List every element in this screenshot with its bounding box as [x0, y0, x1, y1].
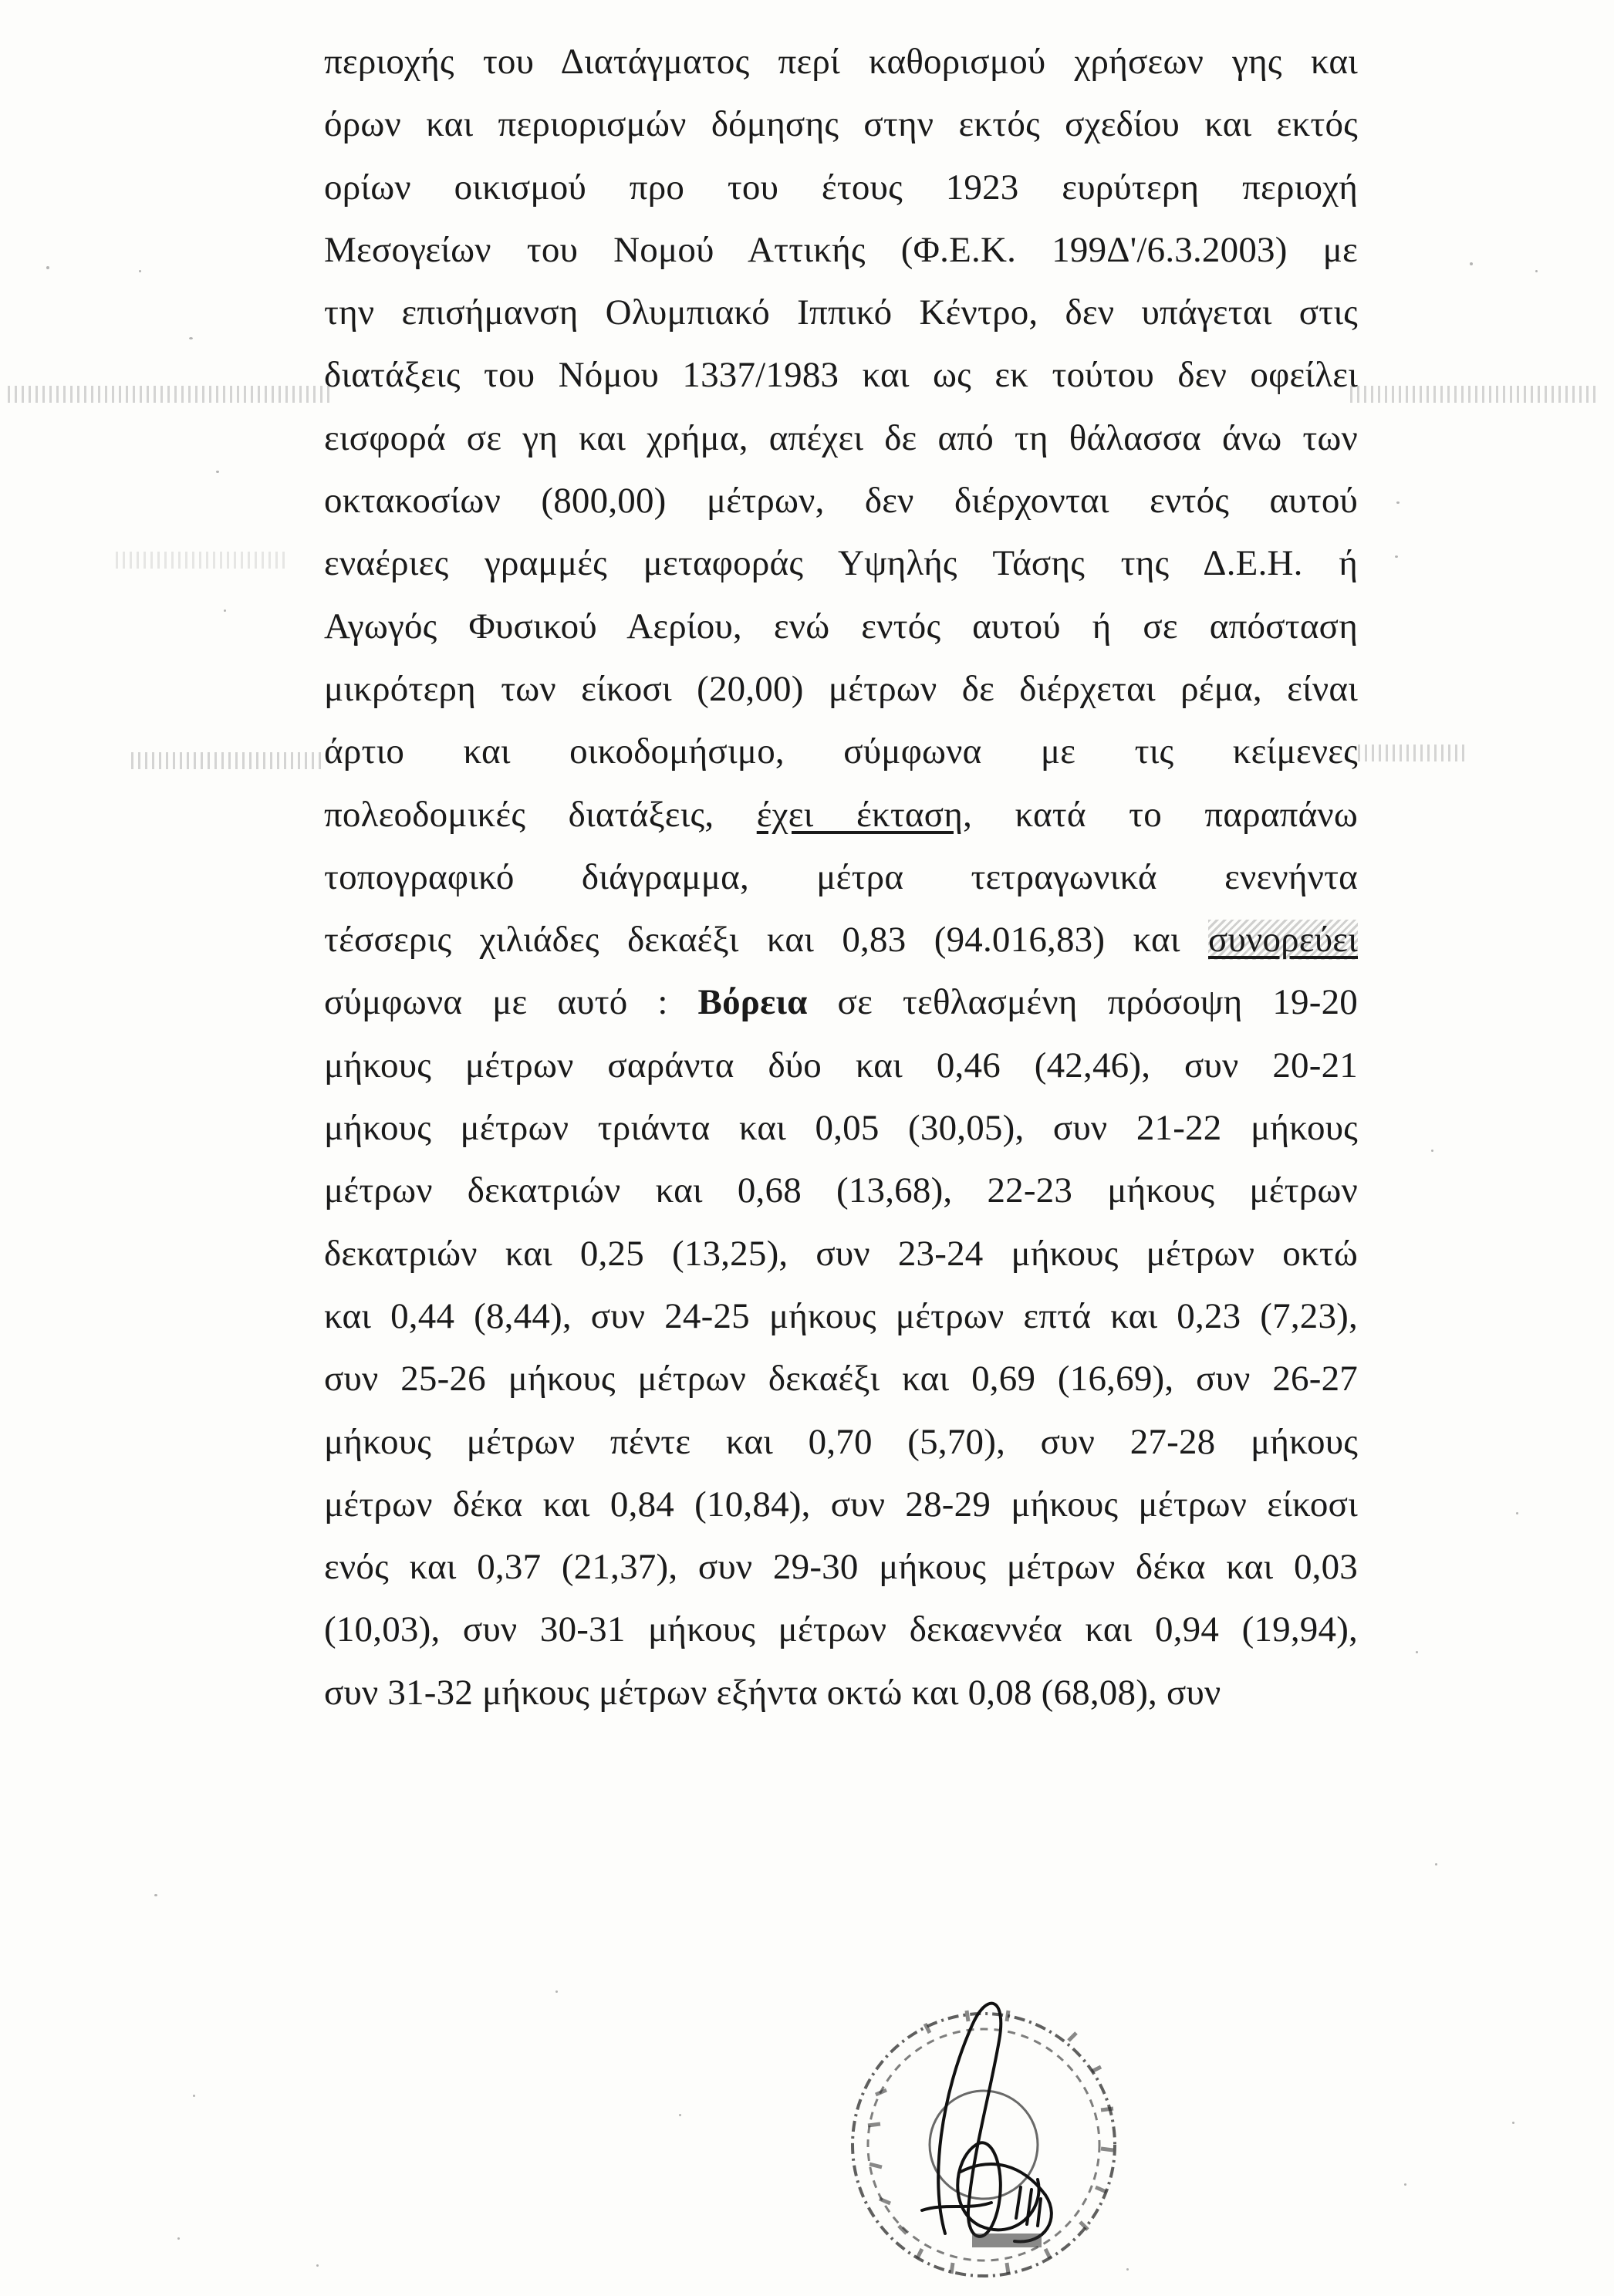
- text-segment: , κατά το παραπάνω: [963, 794, 1358, 835]
- text-line: όρων και περιορισμών δόμησης στην εκτός σχεδίου και εκτός: [324, 104, 1358, 145]
- text-line: ενός και 0,37 (21,37), συν 29-30 μήκους μέτρων δέκα και 0,03: [324, 1547, 1358, 1588]
- text-line: την επισήμανση Ολυμπιακό Ιππικό Κέντρο, δεν υπάγεται στις: [324, 292, 1358, 333]
- text-line: ορίων οικισμού προ του έτους 1923 ευρύτερη περιοχή: [324, 167, 1358, 208]
- official-stamp: [814, 1979, 1153, 2288]
- text-line: [324, 971, 1358, 1034]
- text-line: συν 31-32 μήκους μέτρων εξήντα οκτώ και 0,08 (68,08), συν: [324, 1672, 1221, 1713]
- text-line: (10,03), συν 30-31 μήκους μέτρων δεκαεννέα και 0,94 (19,94),: [324, 1609, 1358, 1650]
- text-line: συν 25-26 μήκους μέτρων δεκαέξι και 0,69 (16,69), συν 26-27: [324, 1359, 1358, 1400]
- text-line: περιοχής του Διατάγματος περί καθορισμού χρήσεων γης και: [324, 42, 1358, 82]
- bold-phrase: Βόρεια: [697, 982, 808, 1023]
- text-line: μικρότερη των είκοσι (20,00) μέτρων δε διέρχεται ρέμα, είναι: [324, 668, 1358, 709]
- text-line: μήκους μέτρων τριάντα και 0,05 (30,05), συν 21-22 μήκους: [324, 1108, 1358, 1149]
- text-line: μέτρων δεκατριών και 0,68 (13,68), 22-23 μήκους μέτρων: [324, 1170, 1358, 1211]
- underlined-phrase: συνορεύει: [1208, 920, 1358, 961]
- text-line: μέτρων δέκα και 0,84 (10,84), συν 28-29 μήκους μέτρων είκοσι: [324, 1484, 1358, 1524]
- text-line: οκτακοσίων (800,00) μέτρων, δεν διέρχονται εντός αυτού: [324, 481, 1358, 522]
- text-segment: τέσσερις χιλιάδες δεκαέξι και 0,83 (94.016,83) και: [324, 920, 1208, 961]
- text-segment: πολεοδομικές διατάξεις,: [324, 794, 757, 835]
- stamp-footer-band: [972, 2234, 1042, 2247]
- text-line: τοπογραφικό διάγραμμα, μέτρα τετραγωνικά ενενήντα: [324, 856, 1358, 897]
- text-line: μήκους μέτρων πέντε και 0,70 (5,70), συν 27-28 μήκους: [324, 1421, 1358, 1462]
- text-line: εισφορά σε γη και χρήμα, απέχει δε από τη θάλασσα άνω των: [324, 417, 1358, 458]
- text-line: διατάξεις του Νόμου 1337/1983 και ως εκ τούτου δεν οφείλει: [324, 355, 1358, 396]
- text-segment: σύμφωνα με αυτό :: [324, 982, 698, 1023]
- text-line: εναέριες γραμμές μεταφοράς Υψηλής Τάσης της Δ.Ε.Η. ή: [324, 543, 1358, 584]
- text-line: [324, 784, 1358, 846]
- text-line: μήκους μέτρων σαράντα δύο και 0,46 (42,46), συν 20-21: [324, 1045, 1358, 1086]
- underlined-phrase: έχει έκταση: [756, 794, 964, 835]
- text-line: και 0,44 (8,44), συν 24-25 μήκους μέτρων επτά και 0,23 (7,23),: [324, 1295, 1358, 1336]
- text-line: δεκατριών και 0,25 (13,25), συν 23-24 μήκους μέτρων οκτώ: [324, 1233, 1358, 1274]
- text-line: άρτιο και οικοδομήσιμο, σύμφωνα με τις κείμενες: [324, 731, 1358, 772]
- body-paragraph: [324, 31, 1358, 1724]
- text-segment: σε τεθλασμένη πρόσοψη 19-20: [807, 982, 1358, 1023]
- text-line: Αγωγός Φυσικού Αερίου, ενώ εντός αυτού ή σε απόσταση: [324, 606, 1358, 647]
- text-line: Μεσογείων του Νομού Αττικής (Φ.Ε.Κ. 199Δ'/6.3.2003) με: [324, 229, 1358, 270]
- text-line: [324, 909, 1358, 971]
